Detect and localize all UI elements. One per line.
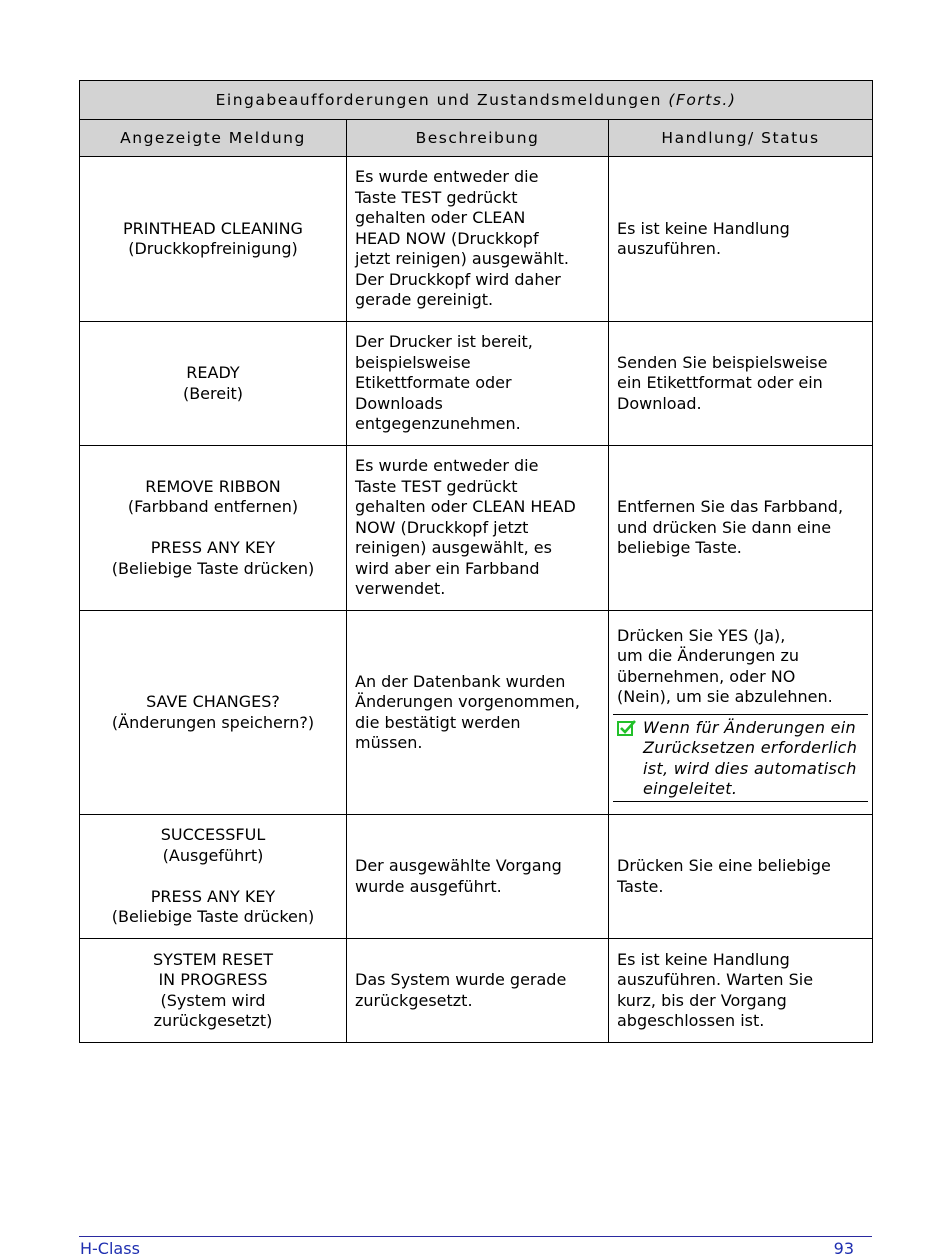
description-line: Downloads bbox=[355, 393, 443, 413]
description-line: Taste TEST gedrückt bbox=[355, 187, 518, 207]
description-line: reinigen) ausgewählt, es bbox=[355, 538, 552, 558]
action-line: auszuführen. Warten Sie bbox=[617, 970, 814, 989]
description-cell bbox=[347, 446, 609, 611]
action-cell bbox=[609, 939, 873, 1043]
note-text bbox=[643, 718, 857, 800]
description-cell bbox=[347, 815, 609, 939]
description-line: entgegenzunehmen. bbox=[355, 414, 521, 434]
description-cell bbox=[347, 322, 609, 446]
table-row bbox=[80, 815, 873, 939]
column-header-message: Angezeigte Meldung bbox=[80, 120, 347, 157]
table-row bbox=[80, 446, 873, 611]
action-cell bbox=[609, 446, 873, 611]
note-line: Wenn für Änderungen ein bbox=[643, 717, 856, 737]
action-line: übernehmen, oder NO bbox=[617, 666, 796, 686]
action-line: Senden Sie beispielsweise bbox=[617, 352, 828, 372]
table-row bbox=[80, 322, 873, 446]
action-line: um die Änderungen zu bbox=[617, 646, 800, 665]
table-row bbox=[80, 939, 873, 1043]
description-line: gerade gereinigt. bbox=[355, 290, 494, 310]
table-title-suffix: (Forts.) bbox=[668, 90, 737, 109]
footer-page-number: 93 bbox=[833, 1239, 854, 1258]
action-line: Entfernen Sie das Farbband, bbox=[617, 497, 844, 517]
message-line: SAVE CHANGES? bbox=[146, 692, 280, 711]
column-header-description: Beschreibung bbox=[347, 120, 609, 157]
description-line: Das System wurde gerade bbox=[355, 970, 567, 989]
action-cell bbox=[609, 611, 873, 815]
line-spacer bbox=[88, 866, 338, 887]
line-spacer bbox=[88, 518, 338, 539]
message-line: PRINTHEAD CLEANING bbox=[123, 218, 303, 238]
note-line: ist, wird dies automatisch bbox=[643, 758, 857, 778]
description-line: gehalten oder CLEAN bbox=[355, 208, 526, 228]
note-line: eingeleitet. bbox=[643, 779, 738, 798]
table-title bbox=[80, 81, 873, 120]
message-line: zurückgesetzt) bbox=[153, 1011, 273, 1030]
message-cell bbox=[80, 322, 347, 446]
action-line: und drücken Sie dann eine bbox=[617, 517, 832, 537]
message-line: PRESS ANY KEY bbox=[150, 886, 276, 906]
message-line: REMOVE RIBBON bbox=[145, 476, 281, 496]
message-cell bbox=[80, 157, 347, 322]
message-line: PRESS ANY KEY bbox=[150, 538, 276, 558]
message-line: (Beliebige Taste drücken) bbox=[111, 907, 315, 927]
message-cell bbox=[80, 446, 347, 611]
message-line: (Bereit) bbox=[182, 383, 244, 403]
description-line: müssen. bbox=[355, 733, 423, 752]
description-line: wurde ausgeführt. bbox=[355, 876, 502, 896]
description-line: HEAD NOW (Druckkopf bbox=[355, 228, 539, 248]
description-line: beispielsweise bbox=[355, 352, 471, 372]
message-line: (Ausgeführt) bbox=[162, 845, 264, 865]
action-line: kurz, bis der Vorgang bbox=[617, 990, 787, 1010]
table-row bbox=[80, 611, 873, 815]
description-line: Es wurde entweder die bbox=[355, 167, 539, 187]
action-line: Drücken Sie YES (Ja), bbox=[617, 625, 786, 645]
action-line: (Nein), um sie abzulehnen. bbox=[617, 687, 833, 706]
note-box bbox=[613, 714, 868, 802]
description-line: Der ausgewählte Vorgang bbox=[355, 856, 562, 875]
description-cell bbox=[347, 939, 609, 1043]
description-line: Der Druckkopf wird daher bbox=[355, 269, 561, 289]
description-line: verwendet. bbox=[355, 579, 446, 599]
table-row bbox=[80, 157, 873, 322]
message-line: (Farbband entfernen) bbox=[127, 497, 299, 517]
description-cell bbox=[347, 611, 609, 815]
column-header-action: Handlung/ Status bbox=[609, 120, 873, 157]
action-cell bbox=[609, 815, 873, 939]
message-cell bbox=[80, 939, 347, 1043]
action-line: Es ist keine Handlung bbox=[617, 949, 790, 969]
message-line: SYSTEM RESET bbox=[152, 949, 274, 969]
action-line: Download. bbox=[617, 393, 702, 413]
description-line: wird aber ein Farbband bbox=[355, 558, 540, 578]
description-line: Änderungen vorgenommen, bbox=[355, 692, 580, 711]
message-cell bbox=[80, 815, 347, 939]
action-cell bbox=[609, 157, 873, 322]
action-line: Es ist keine Handlung bbox=[617, 218, 790, 238]
messages-table bbox=[79, 80, 873, 1043]
action-line: beliebige Taste. bbox=[617, 538, 742, 558]
description-line: Taste TEST gedrückt bbox=[355, 476, 518, 496]
description-line: Etikettformate oder bbox=[355, 373, 512, 393]
description-line: Es wurde entweder die bbox=[355, 456, 539, 476]
footer-divider bbox=[79, 1236, 872, 1237]
description-line: die bestätigt werden bbox=[355, 712, 521, 732]
action-line: auszuführen. bbox=[617, 239, 722, 258]
message-cell bbox=[80, 611, 347, 815]
action-line: Taste. bbox=[617, 876, 664, 896]
message-line: SUCCESSFUL bbox=[160, 825, 266, 845]
description-line: zurückgesetzt. bbox=[355, 990, 473, 1010]
checkbox-check-icon bbox=[617, 718, 643, 800]
action-line: abgeschlossen ist. bbox=[617, 1011, 765, 1030]
message-line: (Änderungen speichern?) bbox=[111, 712, 315, 732]
description-line: Der Drucker ist bereit, bbox=[355, 332, 533, 352]
table-title-text: Eingabeaufforderungen und Zustandsmeldungen bbox=[215, 90, 662, 109]
description-line: gehalten oder CLEAN HEAD bbox=[355, 497, 576, 517]
description-cell bbox=[347, 157, 609, 322]
description-line: NOW (Druckkopf jetzt bbox=[355, 517, 529, 537]
action-cell bbox=[609, 322, 873, 446]
note-line: Zurücksetzen erforderlich bbox=[643, 738, 858, 757]
action-line: Drücken Sie eine beliebige bbox=[617, 856, 831, 875]
message-line: (Beliebige Taste drücken) bbox=[111, 558, 315, 578]
description-line: An der Datenbank wurden bbox=[355, 671, 566, 691]
message-line: (System wird bbox=[160, 990, 266, 1010]
message-line: READY bbox=[186, 363, 240, 382]
message-line: IN PROGRESS bbox=[158, 970, 268, 989]
footer-product-name: H-Class bbox=[80, 1239, 140, 1258]
message-line: (Druckkopfreinigung) bbox=[128, 239, 298, 258]
description-line: jetzt reinigen) ausgewählt. bbox=[355, 249, 570, 269]
action-line: ein Etikettformat oder ein bbox=[617, 373, 823, 393]
